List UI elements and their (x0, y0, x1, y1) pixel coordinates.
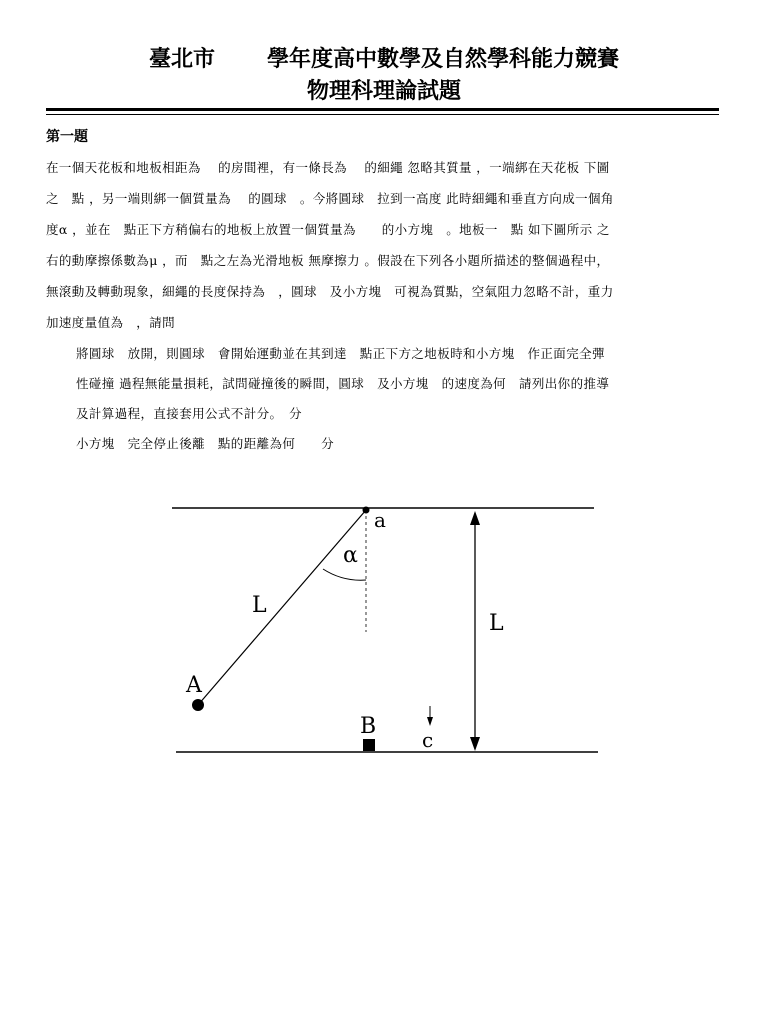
question-line-3: 度α ，並在 點正下方稍偏右的地板上放置一個質量為 的小方塊 。地板一 點 如下圖所示 之 (46, 222, 610, 237)
title-contest: 學年度高中數學及自然學科能力競賽 (267, 46, 620, 72)
height-label: L (489, 611, 504, 636)
pivot-point (363, 507, 370, 514)
string-line (198, 510, 366, 705)
angle-arc (323, 569, 366, 580)
question-line-5: 無滾動及轉動現象，細繩的長度保持為 ，圓球 及小方塊 可視為質點，空氣阻力忽略不計，重力 (46, 284, 614, 299)
sub-question-1-line-1: 將圓球 放開，則圓球 會開始運動並在其到達 點正下方之地板時和小方塊 作正面完全彈 (76, 346, 605, 361)
question-line-1: 在一個天花板和地板相距為 的房間裡，有一條長為 的細繩 忽略其質量 ，一端綁在天花板 下圖 (46, 160, 610, 175)
sub-question-1-line-3: 及計算過程，直接套用公式不計分。 分 (76, 406, 302, 421)
page-subtitle: 物理科理論試題 (306, 78, 461, 104)
block-label: B (360, 714, 377, 739)
pivot-label: a (374, 508, 386, 532)
height-arrow-up-icon (470, 511, 480, 525)
block-b (363, 739, 375, 751)
ball-label: A (186, 673, 202, 698)
angle-label: α (343, 543, 358, 568)
height-arrow-down-icon (470, 737, 480, 751)
sub-question-2: 小方塊 完全停止後離 點的距離為何 分 (76, 436, 335, 451)
question-heading: 第一題 (46, 129, 88, 145)
point-c-label: c (422, 728, 434, 752)
question-line-4: 右的動摩擦係數為μ ，而 點之左為光滑地板 無摩擦力 。假設在下列各小題所描述的整個過程中， (46, 253, 610, 268)
string-length-label: L (252, 593, 267, 618)
sub-question-1-line-2: 性碰撞 過程無能量損耗，試問碰撞後的瞬間，圓球 及小方塊 的速度為何 請列出你的推導 (76, 376, 610, 391)
ball-a (192, 699, 204, 711)
title-city: 臺北市 (148, 46, 215, 72)
point-c-arrow-icon (427, 717, 433, 726)
question-line-6: 加速度量值為 ，請問 (46, 315, 176, 330)
question-line-2: 之 點 ，另一端則綁一個質量為 的圓球 。今將圓球 拉到一高度 此時細繩和垂直方向成一個角 (46, 191, 614, 206)
